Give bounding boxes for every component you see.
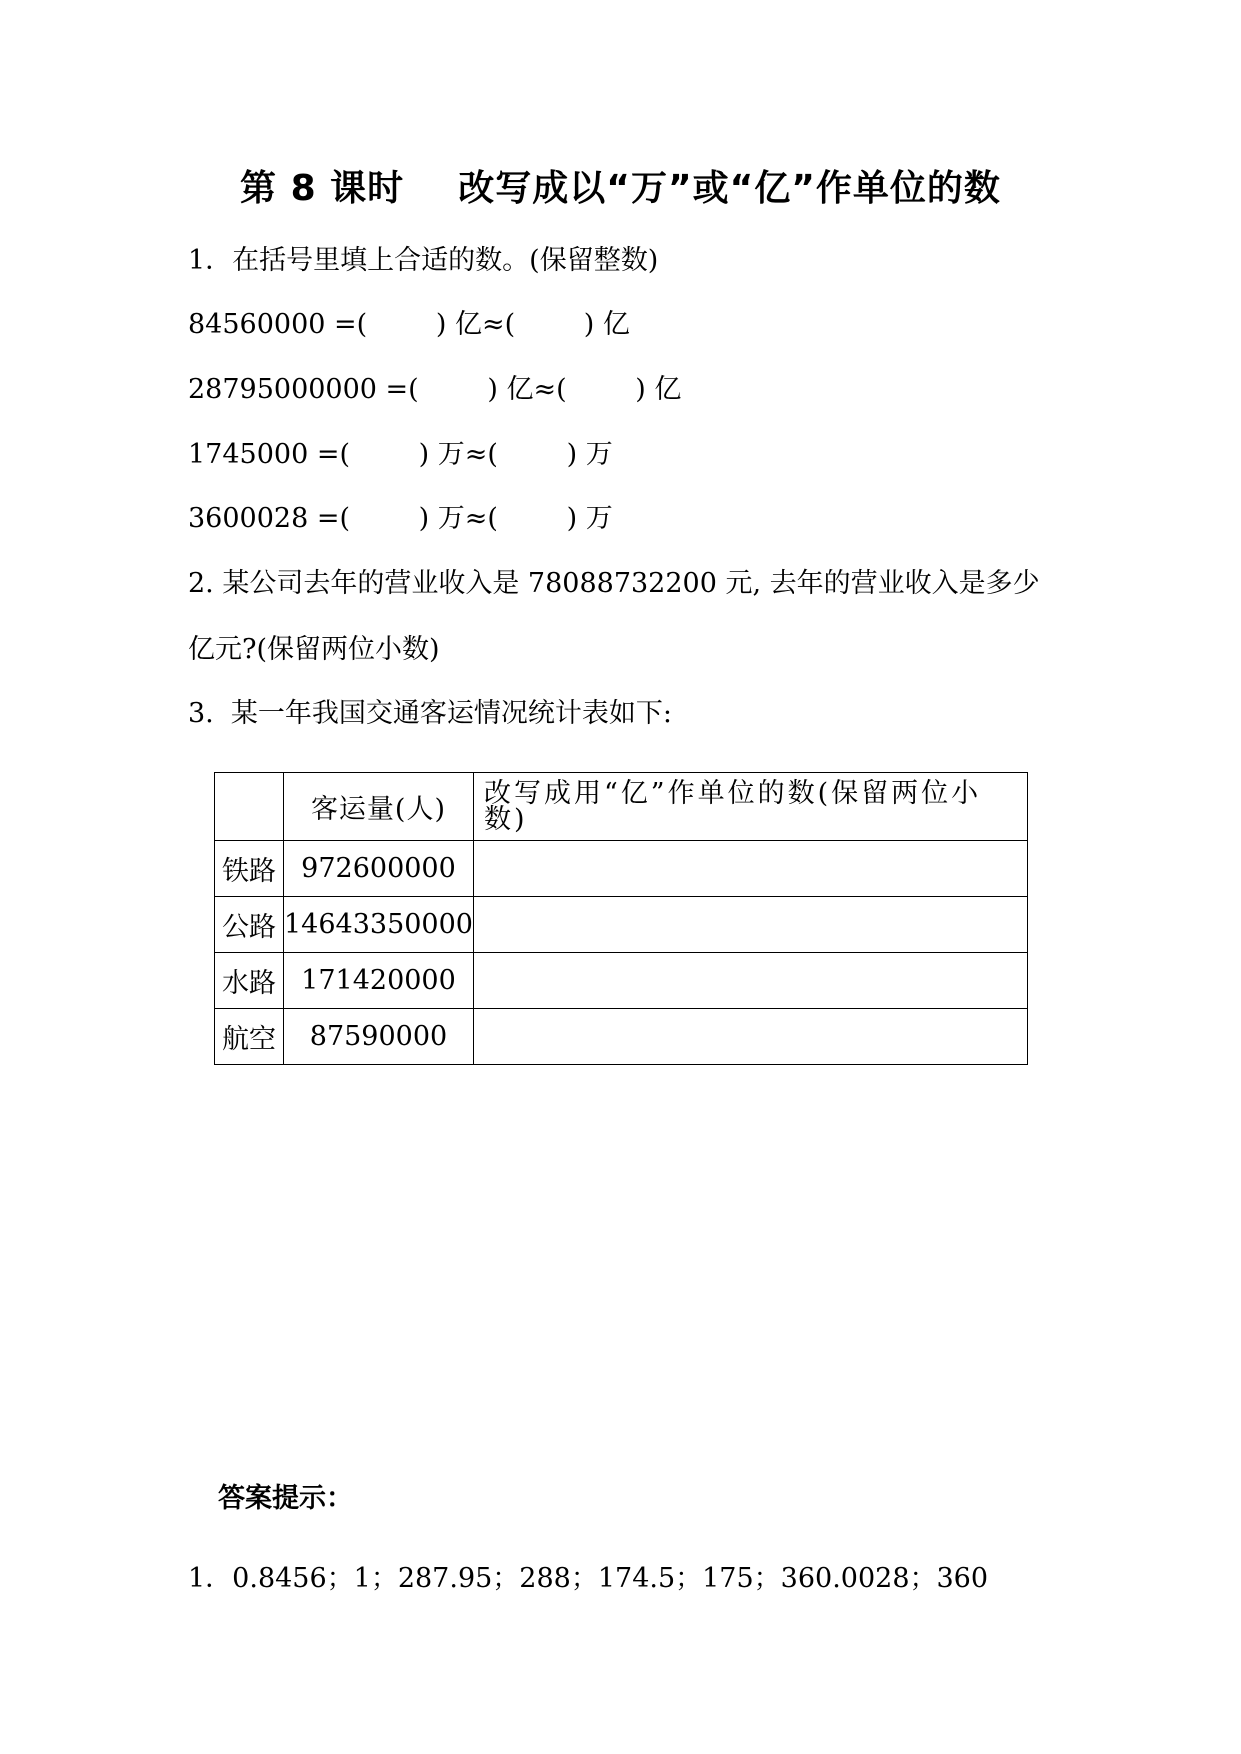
- page-title: 第 8 课时 改写成以“万”或“亿”作单位的数: [240, 168, 1001, 209]
- question-1-row: 1745000 =( ) 万≈( ) 万: [188, 439, 613, 470]
- table-row: [215, 953, 1028, 1009]
- question-1-row: 84560000 =( ) 亿≈( ) 亿: [188, 309, 630, 340]
- cell-converted[interactable]: [473, 897, 1027, 953]
- cell-volume: 171420000: [284, 953, 474, 1009]
- question-2-text-continued: 亿元?(保留两位小数): [188, 634, 440, 665]
- cell-converted[interactable]: [473, 1009, 1027, 1065]
- header-cell-volume: 客运量(人): [284, 773, 474, 841]
- cell-volume: 87590000: [284, 1009, 474, 1065]
- cell-mode: 公路: [215, 897, 284, 953]
- question-3-prompt: 3. 某一年我国交通客运情况统计表如下:: [188, 698, 673, 729]
- question-1-row: 28795000000 =( ) 亿≈( ) 亿: [188, 374, 682, 405]
- cell-volume: 972600000: [284, 841, 474, 897]
- cell-volume: 14643350000: [284, 897, 474, 953]
- cell-mode: 水路: [215, 953, 284, 1009]
- question-1-prompt: 1．在括号里填上合适的数。(保留整数): [188, 245, 659, 276]
- table-row: [215, 897, 1028, 953]
- cell-converted[interactable]: [473, 953, 1027, 1009]
- answer-1: 1．0.8456；1；287.95；288；174.5；175；360.0028；360: [188, 1563, 989, 1594]
- table-header-row: [215, 773, 1028, 841]
- answers-title: 答案提示：: [218, 1483, 353, 1514]
- transport-stats-table: [214, 772, 1028, 1065]
- header-cell-converted: 改写成用“亿”作单位的数(保留两位小数): [473, 773, 1027, 841]
- question-2-text: 2. 某公司去年的营业收入是 78088732200 元, 去年的营业收入是多少: [188, 568, 1040, 599]
- table-row: [215, 1009, 1028, 1065]
- cell-mode: 航空: [215, 1009, 284, 1065]
- cell-mode: 铁路: [215, 841, 284, 897]
- question-1-row: 3600028 =( ) 万≈( ) 万: [188, 503, 613, 534]
- table-row: [215, 841, 1028, 897]
- cell-converted[interactable]: [473, 841, 1027, 897]
- header-cell-mode: [215, 773, 284, 841]
